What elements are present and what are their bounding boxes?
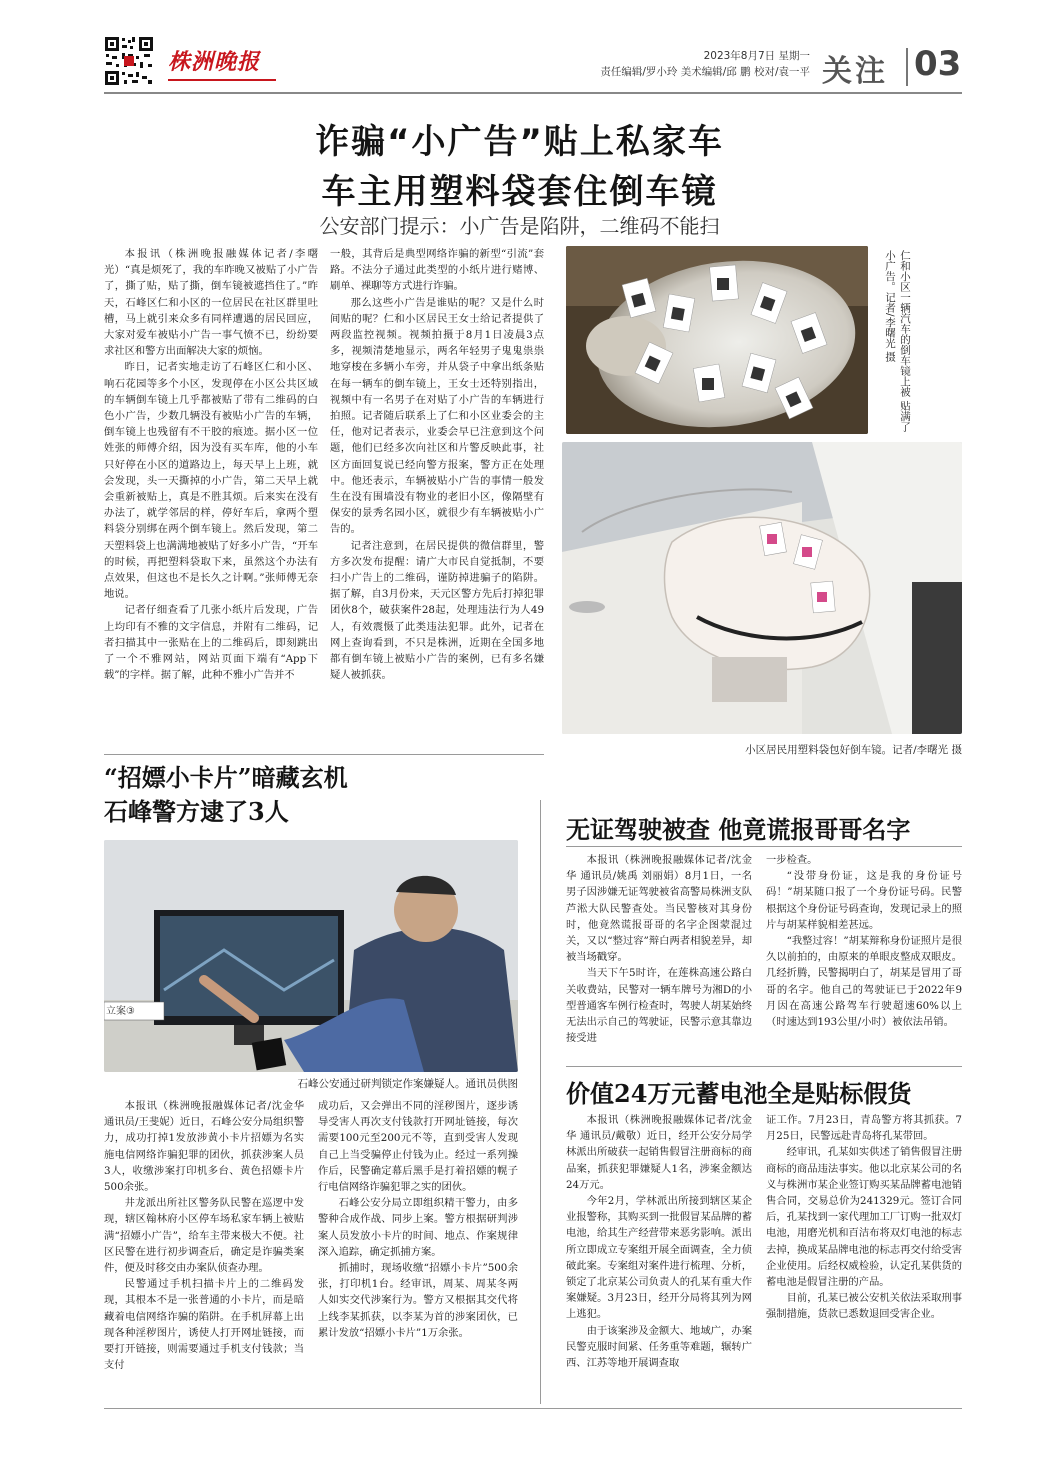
police-investigation-image [104,840,518,1072]
article3-col2 [766,852,962,1062]
main-subtitle: 公安部门提示：小广告是陷阱，二维码不能扫 [319,214,720,238]
section-rule-1 [104,754,544,755]
logo-text: 株洲晚报 [168,49,261,75]
paragraph: 今年2月，学林派出所接到辖区某企业报警称，其购买到一批假冒某品牌的蓄电池，给其生产经营带来恶劣影响。派出所立即成立专案组开展全面调查，全力侦破此案。专案组对案件进行梳理、分析，锁定了北京某公司负责人的孔某有重大作案嫌疑。3月23日，经开分局将其列为网上逃犯。 [566,1195,752,1321]
main-title-line1: 诈骗“小广告”贴上私家车 [315,122,724,162]
article3-title: 无证驾驶被查 他竟谎报哥哥名字 [566,815,911,844]
article4-title: 价值24万元蓄电池全是贴标假货 [566,1079,912,1108]
paragraph: 当天下午5时许，在莲株高速公路白关收费站，民警对一辆车牌号为湘D的小型普通客车例行检查时，驾驶人胡某始终无法出示自己的驾驶证，民警示意其靠边接受进 [566,967,752,1045]
paragraph: 由于该案涉及金额大、地域广，办案民警克服时间紧、任务重等难题，辗转广西、江苏等地开展调查取 [566,1324,752,1370]
main-article-col2 [330,246,544,736]
mirror-ads-image [566,246,868,434]
article2-title-line1: “招嫖小卡片”暗藏玄机 [104,763,348,792]
column-divider [540,800,541,1404]
article4-col1 [566,1112,752,1404]
mirror-bag-image [562,442,962,734]
article3-rule [566,846,962,847]
paragraph: 一步检查。 [766,854,818,866]
screen-label: 立案③ [106,1006,135,1017]
header-date: 2023年8月7日 星期一 [703,50,810,62]
paragraph: 本报讯（株洲晚报融媒体记者/沈金华 通讯员/王斐妮）近日，石峰公安分局组织警力，成功打掉1发放涉黄小卡片招嫖为名实施电信网络诈骗犯罪的团伙，抓获涉案人员3人，收缴涉案打印机多台、黄色招嫖卡片500余张。 [104,1100,304,1194]
photo-mirror-with-ads [566,246,868,434]
paragraph: 石峰公安分局立即组织精干警力，由多警种合成作战、同步上案。警方根据研判涉案人员发放小卡片的时间、地点、作案规律深入追踪，确定抓捕方案。 [318,1197,518,1258]
paragraph: 记者仔细查看了几张小纸片后发现，广告上均印有不雅的文字信息，并附有二维码，记者扫描其中一张贴在上的二维码后，即刻跳出了一个不雅网站，网站页面下端有“App下载”的字样。据了解，此种不雅小广告并不 [104,604,318,682]
photo-police-investigation [104,840,518,1072]
photo3-caption: 石峰公安通过研判锁定作案嫌疑人。通讯员供图 [297,1078,518,1090]
article4-col2 [766,1112,962,1404]
paragraph: “没带身份证，这是我的身份证号码！”胡某随口报了一个身份证号码。民警根据这个身份证号码查询，发现记录上的照片与胡某样貌相差甚远。 [766,870,962,931]
section-label: 关注 [822,54,888,89]
paragraph: “我整过容！”胡某辩称身份证照片是很久以前拍的，由原来的单眼皮整成双眼皮。几经折腾，民警揭明白了，胡某是冒用了哥哥的名字。他自己的驾驶证已于2022年9月因在高速公路驾车行驶超速60%以上（时速达到193公里/小时）被依法吊销。 [766,935,962,1029]
article2-col1 [104,1098,304,1402]
paragraph: 记者注意到，在居民提供的微信群里，警方多次发布提醒：请广大市民自觉抵制，不要扫小广告上的二维码，谨防掉进骗子的陷阱。据了解，自3月份来，天元区警方先后打掉犯罪团伙8个，破获案件28起，处理违法行为人49人，有效震慑了此类违法犯罪。此外，记者在网上查询看到，不只是株洲，近期在全国多地都有倒车镜上被贴小广告的案例，已有多名嫌疑人被抓获。 [330,539,544,682]
header-editors: 责任编辑/罗小玲 美术编辑/邱 鹏 校对/袁一平 [600,66,810,78]
article2-title-line2: 石峰警方逮了3人 [104,797,289,826]
article2-col2 [318,1098,518,1402]
caption-line: 仁和小区一辆汽车的倒车镜上被 [899,250,911,397]
qr-code[interactable] [104,36,154,86]
caption-line: 贴满了小广告。记者/李曙光 摄 [884,250,911,432]
main-article-col1 [104,246,318,736]
paragraph: 本报讯（株洲晚报融媒体记者/沈金华 通讯员/姚禹 刘丽娟）8月1日，一名男子因涉嫌无证驾驶被省高警局株洲支队芦淞大队民警查处。当民警核对其身份时，他竟然谎报哥哥的名字企图蒙混过关，又以“整过容”辩白两者相貌差异，却被当场戳穿。 [566,854,752,964]
page-number: 03 [914,44,962,84]
paragraph: 经审讯，孔某如实供述了销售假冒注册商标的商品违法事实。他以北京某公司的名义与株洲市某企业签订购买某品牌蓄电池销售合同，交易总价为241329元。签订合同后，孔某找到一家代理加工厂订购一批双灯电池，用磨光机和百洁布将双灯电池的标志去掉，换成某品牌电池的标志再交付给受害企业使用。后经权威检验，认定孔某供货的蓄电池是假冒注册的产品。 [766,1146,962,1289]
paragraph: 目前，孔某已被公安机关依法采取刑事强制措施，货款已悉数退回受害企业。 [766,1292,962,1321]
paragraph: 抓捕时，现场收缴“招嫖小卡片”500余张，打印机1台。经审讯，周某、周某冬两人如实交代涉案行为。警方又根据其交代将上线李某抓获，以李某为首的涉案团伙，已累计发放“招嫖小卡片”1万余张。 [318,1262,518,1339]
paragraph: 成功后，又会弹出不同的淫秽图片，逐步诱导受害人再次支付钱款打开网址链接，每次需要100元至200元不等，直到受害人发现自己上当受骗停止付钱为止。经过一系列操作后，民警确定幕后黑手是打着招嫖的幌子行电信网络诈骗犯罪之实的团伙。 [318,1100,518,1194]
qr-code-icon [104,36,154,86]
section-divider [906,48,908,86]
main-title-line2: 车主用塑料袋套住倒车镜 [321,172,718,212]
paragraph: 本报讯（株洲晚报融媒体记者/李曙光）“真是烦死了，我的车昨晚又被贴了小广告了，撕了贴，贴了撕，倒车镜被遮挡住了。”昨天，石峰区仁和小区的一位居民在社区群里吐槽，马上就引来众多有同样遭遇的居民回应，大家对爱车被贴小广告一事气愤不已，纷纷要求社区和警方出面解决大家的烦恼。 [104,248,318,358]
paragraph: 那么这些小广告是谁贴的呢？又是什么时间贴的呢？仁和小区居民王女士给记者提供了两段监控视频。视频拍摄于8月1日凌晨3点多，视频清楚地显示，两名年轻男子鬼鬼祟祟地穿梭在多辆小车旁，并从袋子中拿出纸条贴在每一辆车的倒车镜上，王女士还特别指出，视频中有一名男子在对贴了小广告的车辆进行拍照。记者随后联系上了仁和小区业委会的主任，他对记者表示，业委会早已注意到这个问题，他们已经多次向社区和片警反映此事，社区方面回复说已经向警方报案，警方正在处理中。他还表示，车辆被贴小广告的事情一般发生在没有围墙没有物业的老旧小区，像隔壁有保安的景秀名园小区，就很少有车辆被贴小广告的。 [330,296,544,536]
paragraph: 民警通过手机扫描卡片上的二维码发现，其根本不是一张普通的小卡片，而是暗藏着电信网络诈骗的陷阱。在手机屏幕上出现各种淫秽图片，诱使人打开网址链接，而要打开链接，则需要通过手机支付钱款；当支付 [104,1278,304,1372]
footer-rule [104,1408,962,1409]
article4-rule-top [566,1066,962,1067]
paragraph: 本报讯（株洲晚报融媒体记者/沈金华 通讯员/戴敬）近日，经开公安分局学林派出所破获一起销售假冒注册商标的商品案，抓获犯罪嫌疑人1名，涉案金额达24万元。 [566,1114,752,1191]
paragraph: 一般，其背后是典型网络诈骗的新型“引流”套路。不法分子通过此类型的小纸片进行赌博、刷单、裸聊等方式进行诈骗。 [330,248,544,293]
photo1-caption [876,250,912,438]
header-rule [104,92,962,94]
photo-mirror-plastic-bag [562,442,962,734]
article3-col1 [566,852,752,1062]
paragraph: 昨日，记者实地走访了石峰区仁和小区、响石花园等多个小区，发现停在小区公共区域的车辆倒车镜上几乎都被贴了带有二维码的白色小广告，少数几辆没有被贴小广告的车辆，倒车镜上也残留有不干胶的痕迹。据小区一位姓张的师傅介绍，因为没有买车库，他的小车只好停在小区的道路边上，每天早上上班，就会发现，头一天撕掉的小广告，第二天早上就会重新被贴上，真是不胜其烦。后来实在没有办法了，就学邻居的样，停好车后，拿两个塑料袋分别绑在两个倒车镜上。然后发现，第二天塑料袋上也满满地被贴了好多小广告，“开车的时候，再把塑料袋取下来，虽然这个办法有点效果，但这也不是长久之计啊。”张师傅无奈地说。 [104,361,318,601]
paragraph: 证工作。7月23日，青岛警方将其抓获。7月25日，民警远赴青岛将孔某带回。 [766,1114,962,1143]
photo2-caption: 小区居民用塑料袋包好倒车镜。记者/李曙光 摄 [745,744,962,756]
paragraph: 井龙派出所社区警务队民警在巡逻中发现，辖区翰林府小区停车场私家车辆上被贴满“招嫖小广告”，给车主带来极大不便。社区民警在进行初步调查后，确定是诈骗类案件，便及时移交由办案队侦查办理。 [104,1197,304,1275]
newspaper-logo [168,45,276,81]
